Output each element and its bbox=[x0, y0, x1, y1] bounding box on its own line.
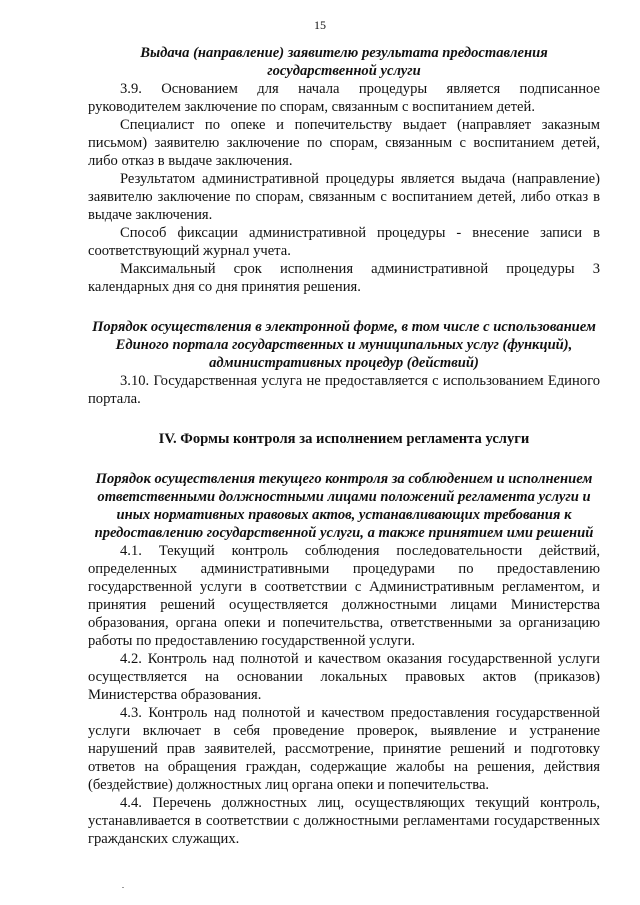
paragraph-4-1: 4.1. Текущий контроль соблюдения последовательности действий, определенных административными процедурами по предоставлению государственной услуги в соответствии с Административным регламентом, и принятия решений осуществляется должностными лицами Министерства образования, органа опеки и попечительства, ответственными за организацию работы по предоставлению государственной услуги. bbox=[88, 543, 600, 649]
page-content bbox=[88, 44, 600, 848]
page-number: 15 bbox=[314, 18, 326, 32]
paragraph-3-10: 3.10. Государственная услуга не предоставляется с использованием Единого портала. bbox=[88, 373, 600, 407]
chapter-heading-iv: IV. Формы контроля за исполнением регламента услуги bbox=[158, 431, 530, 447]
paragraph-fixation: Способ фиксации административной процедуры - внесение записи в соответствующий журнал учета. bbox=[88, 225, 600, 259]
paragraph-result: Результатом административной процедуры является выдача (направление) заявителю заключение по спорам, связанным с воспитанием детей, либо отказ в выдаче заключения. bbox=[88, 171, 600, 223]
section-heading-electronic: Порядок осуществления в электронной форме, в том числе с использованием Единого портала государственных и муниципальных услуг (функций), административных процедур (действий) bbox=[92, 319, 596, 371]
paragraph-3-9: 3.9. Основанием для начала процедуры является подписанное руководителем заключение по спорам, связанным с воспитанием детей. bbox=[88, 81, 600, 115]
scan-mark bbox=[122, 887, 124, 888]
paragraph-4-4: 4.4. Перечень должностных лиц, осуществляющих текущий контроль, устанавливается в соответствии с должностными регламентами государственных гражданских служащих. bbox=[88, 795, 600, 847]
paragraph-specialist: Специалист по опеке и попечительству выдает (направляет заказным письмом) заявителю заключение по спорам, связанным с воспитанием детей, либо отказ в выдаче заключения. bbox=[88, 117, 600, 169]
paragraph-4-3: 4.3. Контроль над полнотой и качеством предоставления государственной услуги включает в себя проведение проверок, выявление и устранение нарушений прав заявителей, рассмотрение, принятие решений и подготовку ответов на обращения граждан, содержащие жалобы на решения, действия (бездействие) должностных лиц органа опеки и попечительства. bbox=[88, 705, 600, 793]
paragraph-4-2: 4.2. Контроль над полнотой и качеством оказания государственной услуги осуществляется на основании локальных правовых актов (приказов) Министерства образования. bbox=[88, 651, 600, 703]
section-heading-result: Выдача (направление) заявителю результата предоставления государственной услуги bbox=[140, 45, 548, 79]
paragraph-max-term: Максимальный срок исполнения административной процедуры 3 календарных дня со дня принятия решения. bbox=[88, 261, 600, 295]
section-heading-control: Порядок осуществления текущего контроля за соблюдением и исполнением ответственными должностными лицами положений регламента услуги и иных нормативных правовых актов, устанавливающих требования к предоставлению государственной услуги, а также принятием ими решений bbox=[94, 471, 594, 541]
